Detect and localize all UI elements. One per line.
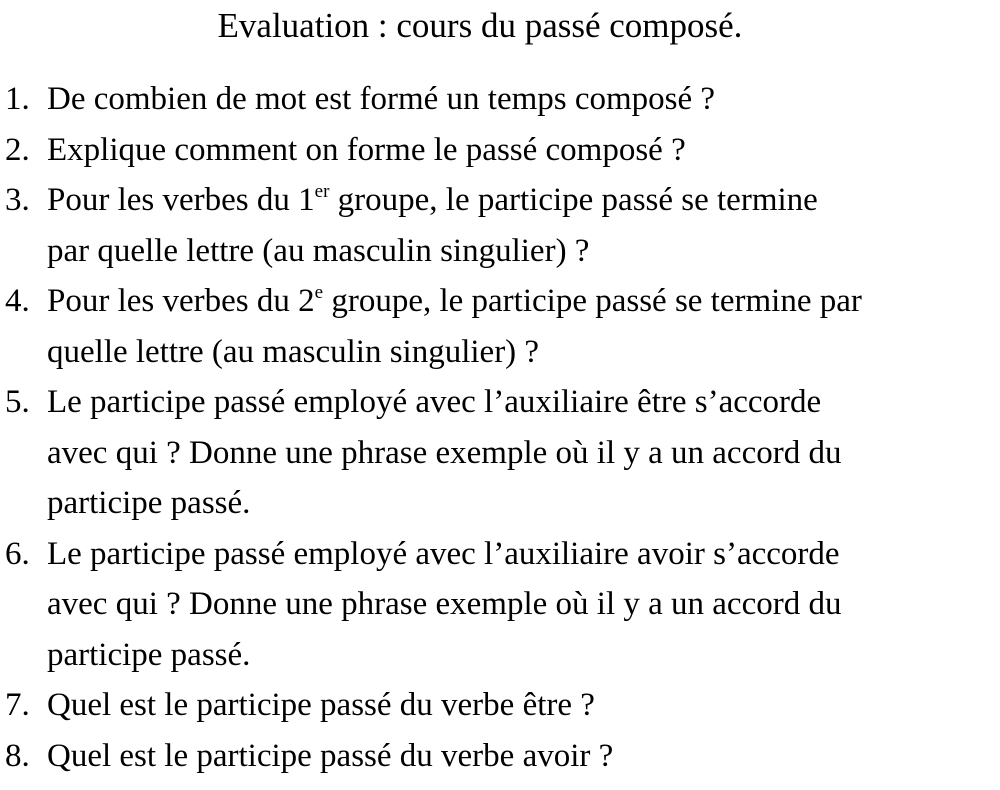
question-number: 4. <box>5 283 30 319</box>
question-number: 2. <box>5 131 30 168</box>
question-number: 5. <box>5 384 30 420</box>
question-text-before-superscript: Pour les verbes du 2 <box>47 283 315 319</box>
question-text-line <box>47 276 995 327</box>
question-7 <box>5 680 995 731</box>
question-list <box>5 74 995 781</box>
question-number: 3. <box>5 182 30 218</box>
question-1 <box>5 74 995 125</box>
question-text-continuation: avec qui ? Donne une phrase exemple où il y a un accord du <box>47 434 842 471</box>
question-4 <box>5 276 995 377</box>
question-number: 1. <box>5 81 30 117</box>
question-text-continuation: par quelle lettre (au masculin singulier) ? <box>47 232 590 269</box>
question-3 <box>5 175 995 276</box>
question-2 <box>5 125 995 176</box>
question-text: De combien de mot est formé un temps composé ? <box>47 81 716 117</box>
question-text-continuation: participe passé. <box>47 636 251 673</box>
question-number: 8. <box>5 737 30 774</box>
question-text-continuation: participe passé. <box>47 485 251 521</box>
question-number: 7. <box>5 687 30 723</box>
question-text-after-superscript: groupe, le participe passé se termine par <box>323 283 862 319</box>
question-text-line <box>47 175 995 226</box>
question-text: Quel est le participe passé du verbe être ? <box>47 687 595 723</box>
question-text-continuation: avec qui ? Donne une phrase exemple où il y a un accord du <box>47 586 842 622</box>
question-6 <box>5 529 995 681</box>
ordinal-superscript: er <box>314 181 330 202</box>
question-8 <box>5 731 995 782</box>
question-text-before-superscript: Pour les verbes du 1 <box>47 182 315 218</box>
question-text: Quel est le participe passé du verbe avoir ? <box>47 737 614 774</box>
page-title: Evaluation : cours du passé composé. <box>217 6 743 45</box>
question-5 <box>5 377 995 529</box>
question-text-line: Le participe passé employé avec l’auxiliaire avoir s’accorde <box>47 535 840 572</box>
question-text-after-superscript: groupe, le participe passé se termine <box>329 182 818 218</box>
question-text: Explique comment on forme le passé composé ? <box>47 131 686 168</box>
question-text-line: Le participe passé employé avec l’auxiliaire être s’accorde <box>47 384 822 420</box>
question-number: 6. <box>5 535 30 572</box>
ordinal-superscript: e <box>314 282 324 303</box>
question-text-continuation: quelle lettre (au masculin singulier) ? <box>47 333 540 370</box>
